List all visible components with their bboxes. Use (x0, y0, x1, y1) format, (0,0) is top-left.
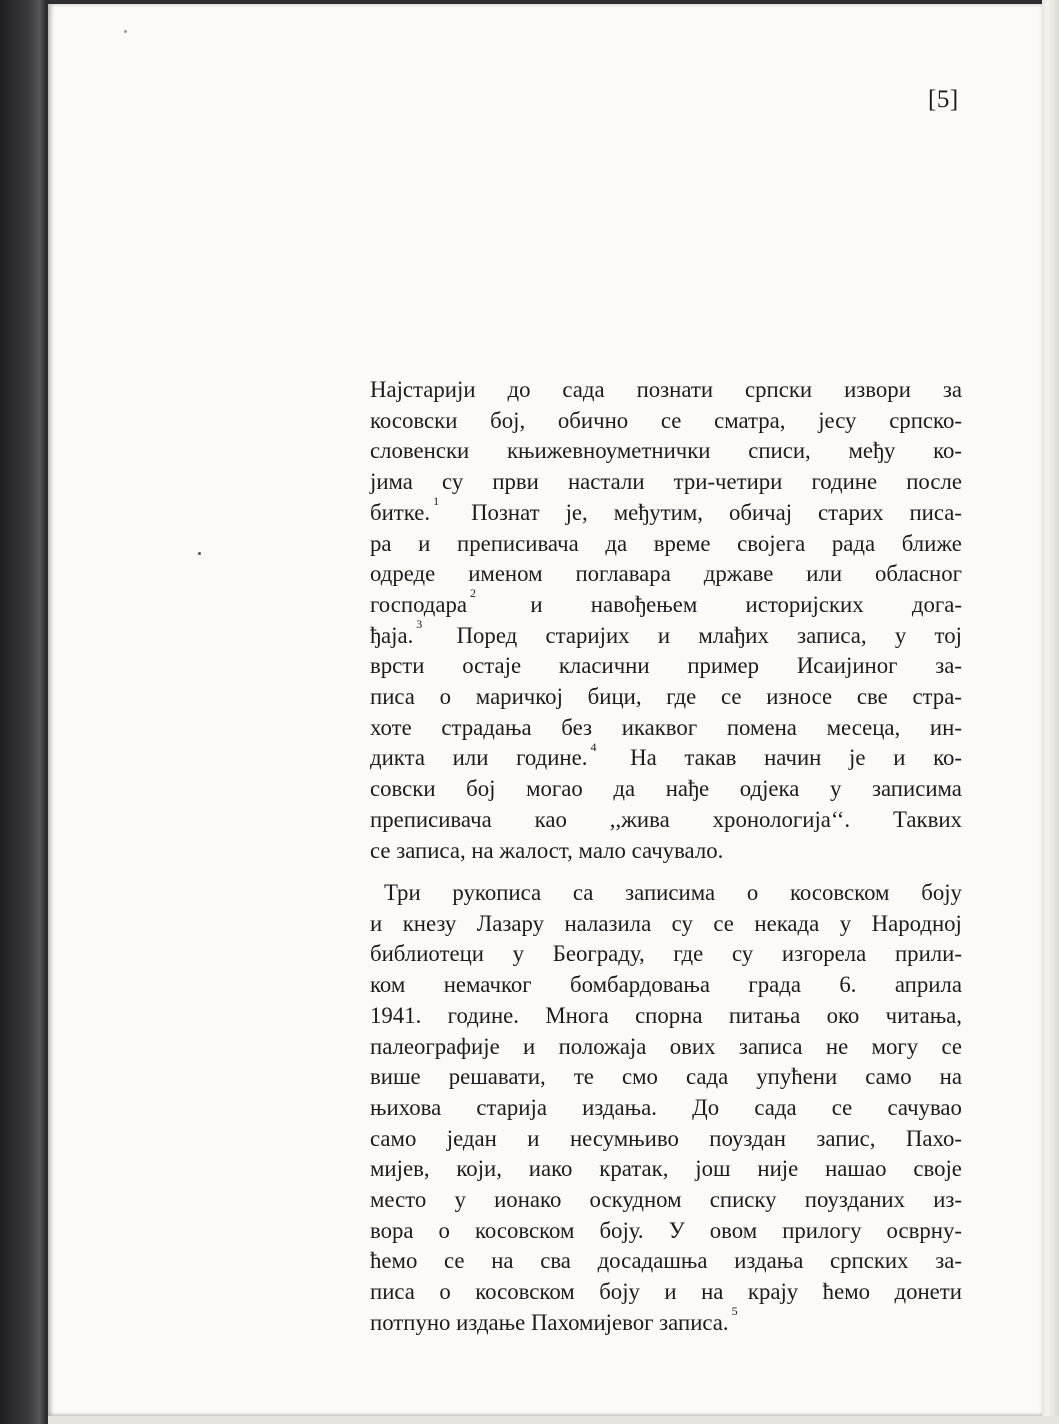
word: поузданих (804, 1187, 905, 1213)
word: записа, (797, 622, 867, 648)
word: у (829, 776, 842, 802)
word: досадашња (597, 1248, 708, 1274)
word: бој (466, 776, 496, 802)
word: не (825, 1033, 849, 1059)
word: изгорела (781, 941, 867, 967)
word: прили- (894, 941, 962, 967)
word: маричкој (475, 684, 563, 710)
word: ћемо (370, 1248, 418, 1274)
word: такав (684, 745, 737, 771)
word: године. (447, 1002, 519, 1028)
word: млађих (698, 622, 769, 648)
word: дикта (370, 745, 425, 771)
page-bottom-edge (48, 1416, 1059, 1424)
word: после (906, 469, 962, 495)
word: поглавара (575, 561, 671, 587)
page-right-edge (1042, 0, 1059, 1424)
word: ближе (901, 530, 962, 556)
word: ком (370, 972, 406, 998)
word: и (527, 1125, 540, 1151)
word: боју (921, 880, 962, 905)
word: и (657, 622, 671, 648)
text-line (370, 1062, 962, 1093)
word: кратак, (599, 1156, 669, 1182)
word: се (831, 1094, 853, 1120)
text-line (370, 494, 962, 529)
word: државе (703, 561, 774, 587)
word: сва (540, 1248, 571, 1274)
word: начин (764, 745, 822, 771)
word: писа- (909, 499, 962, 525)
text-line (370, 559, 962, 590)
word: одјека (739, 776, 800, 802)
word: записа (738, 1033, 803, 1059)
word: ових (669, 1033, 716, 1059)
page-number: [5] (928, 86, 959, 113)
word: Лазару (476, 910, 544, 936)
text-line (370, 529, 962, 560)
word: без (561, 714, 592, 740)
word: прилогу (782, 1217, 862, 1243)
word: положаја (558, 1033, 647, 1059)
word: се (444, 1248, 465, 1274)
word: Народној (871, 910, 962, 936)
word: за (942, 377, 962, 402)
word: о (746, 880, 759, 905)
text-line (370, 1216, 962, 1247)
word: налазила (564, 910, 652, 936)
word: бомбардовања (570, 972, 710, 998)
word: ко- (933, 438, 962, 464)
word: први (492, 469, 539, 495)
word: писа (370, 684, 415, 710)
word: извори (844, 377, 911, 402)
word: и (664, 1279, 677, 1305)
word: или (452, 745, 489, 771)
word: сачувао (887, 1094, 962, 1120)
word: све (856, 684, 888, 710)
word: међутим, (613, 499, 703, 525)
word: се (720, 684, 742, 710)
word: хронологија‘‘. (712, 806, 851, 832)
word: запис, (816, 1125, 876, 1151)
word: старија (476, 1094, 547, 1120)
word: у (512, 941, 525, 967)
word: историјских (745, 591, 864, 617)
word: спорна (635, 1002, 703, 1028)
word: се (713, 910, 734, 936)
text-line (370, 1032, 962, 1063)
word: и (530, 591, 543, 617)
word: сада (685, 1064, 729, 1090)
word: решавати, (448, 1064, 546, 1090)
word: обично (557, 407, 629, 433)
word: обичај (728, 499, 793, 525)
word: вора (370, 1217, 414, 1243)
word: словенски (370, 438, 470, 464)
word: јима (370, 469, 413, 495)
word: упућени (756, 1064, 838, 1090)
text-line (370, 1124, 962, 1155)
word: ра (370, 530, 392, 556)
footnote-marker: 5 (731, 1304, 738, 1319)
line-text: се записа, на жалост, мало сачувало. (370, 837, 724, 863)
word: место (370, 1187, 427, 1213)
text-line (370, 836, 962, 867)
word: нађе (665, 776, 710, 802)
word: три-четири (673, 469, 783, 495)
word: У (668, 1217, 685, 1243)
word: и (523, 1033, 536, 1059)
word: ко- (933, 745, 962, 771)
word: Многа (545, 1002, 609, 1028)
footnote-marker: 2 (470, 586, 477, 601)
text-line (370, 617, 962, 652)
word: 1941. (370, 1002, 422, 1028)
word: на (701, 1279, 724, 1305)
word: са (572, 880, 594, 905)
word: време (653, 530, 711, 556)
text-line (370, 909, 962, 940)
word: њихова (370, 1094, 442, 1120)
word: овом (709, 1217, 758, 1243)
word: помена (726, 714, 797, 740)
word: писа (370, 1279, 415, 1305)
word: није (757, 1156, 799, 1182)
word: јесу (818, 407, 857, 433)
text-line (370, 1001, 962, 1032)
text-line (370, 1246, 962, 1277)
word: страдања (441, 714, 532, 740)
word: записима (871, 776, 962, 802)
text-line (370, 436, 962, 467)
word: списку (709, 1187, 777, 1213)
word: месеца, (826, 714, 901, 740)
word: Поред (456, 622, 518, 648)
text-line (370, 586, 962, 621)
word: или (806, 561, 843, 587)
word: поуздан (709, 1125, 786, 1151)
word: су (442, 469, 464, 495)
word: ин- (929, 714, 962, 740)
word: крају (747, 1279, 799, 1305)
word: града (748, 972, 801, 998)
word: да (605, 530, 628, 556)
word: старијих (545, 622, 630, 648)
word: мијев, (370, 1156, 430, 1182)
word: априла (894, 972, 962, 998)
word: могу (871, 1033, 919, 1059)
word: рада (831, 530, 876, 556)
word: косовском (474, 1217, 575, 1243)
word: настали (567, 469, 645, 495)
word: некада (754, 910, 820, 936)
paragraph-2 (370, 878, 962, 1339)
word: своје (913, 1156, 962, 1182)
word: списи, (748, 438, 811, 464)
text-line (370, 682, 962, 713)
paragraph-1 (370, 375, 962, 866)
word: господара $^2$ (370, 590, 482, 621)
word: у (894, 622, 907, 648)
word: до (507, 377, 531, 402)
word: међу (848, 438, 896, 464)
word: совски (370, 776, 436, 802)
word: на (939, 1064, 962, 1090)
word: Београду, (552, 941, 645, 967)
text-line (370, 375, 962, 406)
word: остаје (462, 653, 522, 679)
word: бој, (490, 407, 526, 433)
word: навођењем (590, 591, 698, 617)
word: износе (766, 684, 833, 710)
word: који, (456, 1156, 502, 1182)
word: сада (562, 377, 605, 402)
word: ,,жива (609, 806, 670, 832)
word: оскудном (589, 1187, 682, 1213)
word: око (826, 1002, 860, 1028)
word: ћемо (822, 1279, 871, 1305)
word: битке. $^1$ (370, 498, 445, 529)
text-line (370, 1185, 962, 1216)
word: где (673, 941, 704, 967)
word: кнезу (402, 910, 457, 936)
word: за- (935, 1248, 962, 1274)
word: и (418, 530, 431, 556)
word: за- (935, 653, 962, 679)
word: 6. (839, 972, 857, 998)
word: старих (818, 499, 884, 525)
word: На (630, 745, 657, 771)
text-line (370, 713, 962, 744)
text-line (370, 939, 962, 970)
word: именом (468, 561, 543, 587)
word: српски (745, 377, 813, 402)
word: дога- (911, 591, 962, 617)
footnote-marker: 1 (433, 494, 440, 509)
word: године. $^4$ (516, 743, 602, 774)
word: одреде (370, 561, 436, 587)
word: икаквог (621, 714, 698, 740)
line-text: потпуно издање Пахомијевог записа. (370, 1309, 729, 1335)
word: у (454, 1187, 466, 1213)
word: у (839, 910, 852, 936)
word: пример (687, 653, 760, 679)
text-line (370, 651, 962, 682)
word: својега (737, 530, 806, 556)
word: могао (526, 776, 583, 802)
word: ђаја. $^3$ (370, 621, 428, 652)
dust-speck (124, 30, 127, 33)
word: су (731, 941, 754, 967)
word: на (491, 1248, 514, 1274)
word: је, (565, 499, 588, 525)
word: је (849, 745, 866, 771)
word: бици, (587, 684, 642, 710)
word: нашао (825, 1156, 887, 1182)
text-line (370, 1093, 962, 1124)
word: те (573, 1064, 594, 1090)
word: о (439, 1279, 451, 1305)
text-line (370, 739, 962, 774)
word: косовском (475, 1279, 575, 1305)
text-line (370, 1277, 962, 1308)
word: тој (934, 622, 962, 648)
word: Пахо- (905, 1125, 962, 1151)
word: Најстарији (370, 377, 476, 402)
word: један (446, 1125, 497, 1151)
word: боју (599, 1279, 640, 1305)
dust-speck (198, 552, 201, 555)
footnote-marker: 3 (416, 617, 423, 632)
word: о (438, 1217, 450, 1243)
word: читања, (885, 1002, 962, 1028)
word: Исаијиног (796, 653, 898, 679)
text-line (370, 406, 962, 437)
word: да (613, 776, 636, 802)
word: стра- (912, 684, 962, 710)
word: сада (754, 1094, 797, 1120)
word: обласног (874, 561, 962, 587)
word: иако (528, 1156, 573, 1182)
word: осврну- (886, 1217, 962, 1243)
footnote-marker: 4 (590, 739, 597, 754)
word: године (811, 469, 878, 495)
word: више (370, 1064, 421, 1090)
word: питања (728, 1002, 801, 1028)
word: библиотеци (370, 941, 484, 967)
text-line (370, 1304, 962, 1339)
word: издања. (582, 1094, 657, 1120)
word: још (695, 1156, 731, 1182)
word: несумњиво (569, 1125, 679, 1151)
word: косовски (370, 407, 458, 433)
word: су (671, 910, 693, 936)
word: боју. (599, 1217, 644, 1243)
word: палеографије (370, 1033, 500, 1059)
text-line (370, 467, 962, 498)
text-line (370, 805, 962, 836)
word: ионако (494, 1187, 562, 1213)
word: српско- (889, 407, 962, 433)
word: само (865, 1064, 912, 1090)
word: врсти (370, 653, 425, 679)
text-line (370, 774, 962, 805)
word: где (666, 684, 697, 710)
text-line (370, 1154, 962, 1185)
word: се (660, 407, 682, 433)
word: Познат (471, 499, 540, 525)
word: немачког (443, 972, 532, 998)
word: из- (933, 1187, 962, 1213)
word: и (370, 910, 383, 936)
word: смо (621, 1064, 658, 1090)
word: о (439, 684, 452, 710)
word: класични (558, 653, 650, 679)
word: записима (625, 880, 716, 905)
word: донети (894, 1279, 962, 1305)
word: књижевноуметнички (506, 438, 711, 464)
word: косовском (790, 880, 890, 905)
word: Таквих (893, 806, 962, 832)
word: издања (734, 1248, 804, 1274)
word: сматра, (714, 407, 786, 433)
word: преписивача (370, 806, 492, 832)
word: рукописа (452, 880, 542, 905)
word: као (534, 806, 567, 832)
word: се (941, 1033, 962, 1059)
word: и (893, 745, 906, 771)
word: српских (830, 1248, 909, 1274)
word: само (370, 1125, 417, 1151)
text-line (370, 878, 962, 909)
word: познати (636, 377, 714, 402)
text-line (370, 970, 962, 1001)
word: хоте (370, 714, 412, 740)
word: До (692, 1094, 720, 1120)
word: преписивача (457, 530, 579, 556)
word: Три (384, 880, 421, 905)
